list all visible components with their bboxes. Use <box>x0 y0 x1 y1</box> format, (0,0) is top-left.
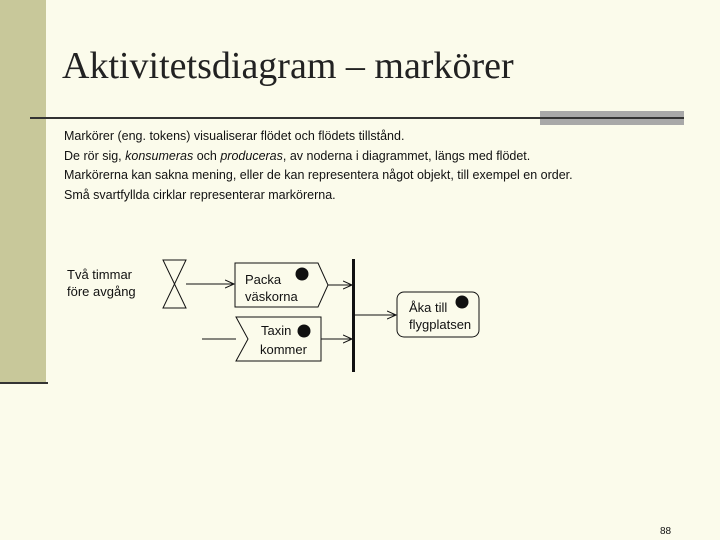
body-emphasis: produceras <box>220 148 283 163</box>
time-event-node <box>163 260 186 308</box>
airport-action-label-line2: flygplatsen <box>409 317 472 332</box>
body-run: och <box>193 148 221 163</box>
taxi-signal-label-line2: kommer <box>260 342 307 357</box>
time-event-label-line1: Två timmar <box>67 267 132 282</box>
body-run: Markörerna kan sakna mening, eller de kan representera något objekt, till exempel en order. <box>64 168 573 182</box>
pack-action-label-line1: Packa <box>245 272 282 287</box>
time-event-label-line2: före avgång <box>67 284 136 299</box>
body-run: De rör sig, <box>64 148 126 163</box>
token-airport <box>456 296 469 309</box>
airport-action-label-line1: Åka till <box>409 300 448 315</box>
body-run: Markörer (eng. tokens) visualiserar flödet och flödets tillstånd. <box>64 129 405 143</box>
body-run: , av noderna i diagrammet, längs med flödet. <box>282 148 531 163</box>
token-taxi <box>298 325 311 338</box>
body-emphasis: konsumeras <box>125 148 194 163</box>
taxi-signal-label-line1: Taxin <box>261 323 292 338</box>
token-pack <box>296 268 309 281</box>
join-bar <box>352 259 355 372</box>
page-number: 88 <box>660 526 672 537</box>
pack-action-label-line2: väskorna <box>245 289 298 304</box>
hourglass-icon <box>163 260 186 308</box>
slide-title: Aktivitetsdiagram – markörer <box>62 45 514 87</box>
body-run: Små svartfyllda cirklar representerar markörerna. <box>64 187 336 202</box>
